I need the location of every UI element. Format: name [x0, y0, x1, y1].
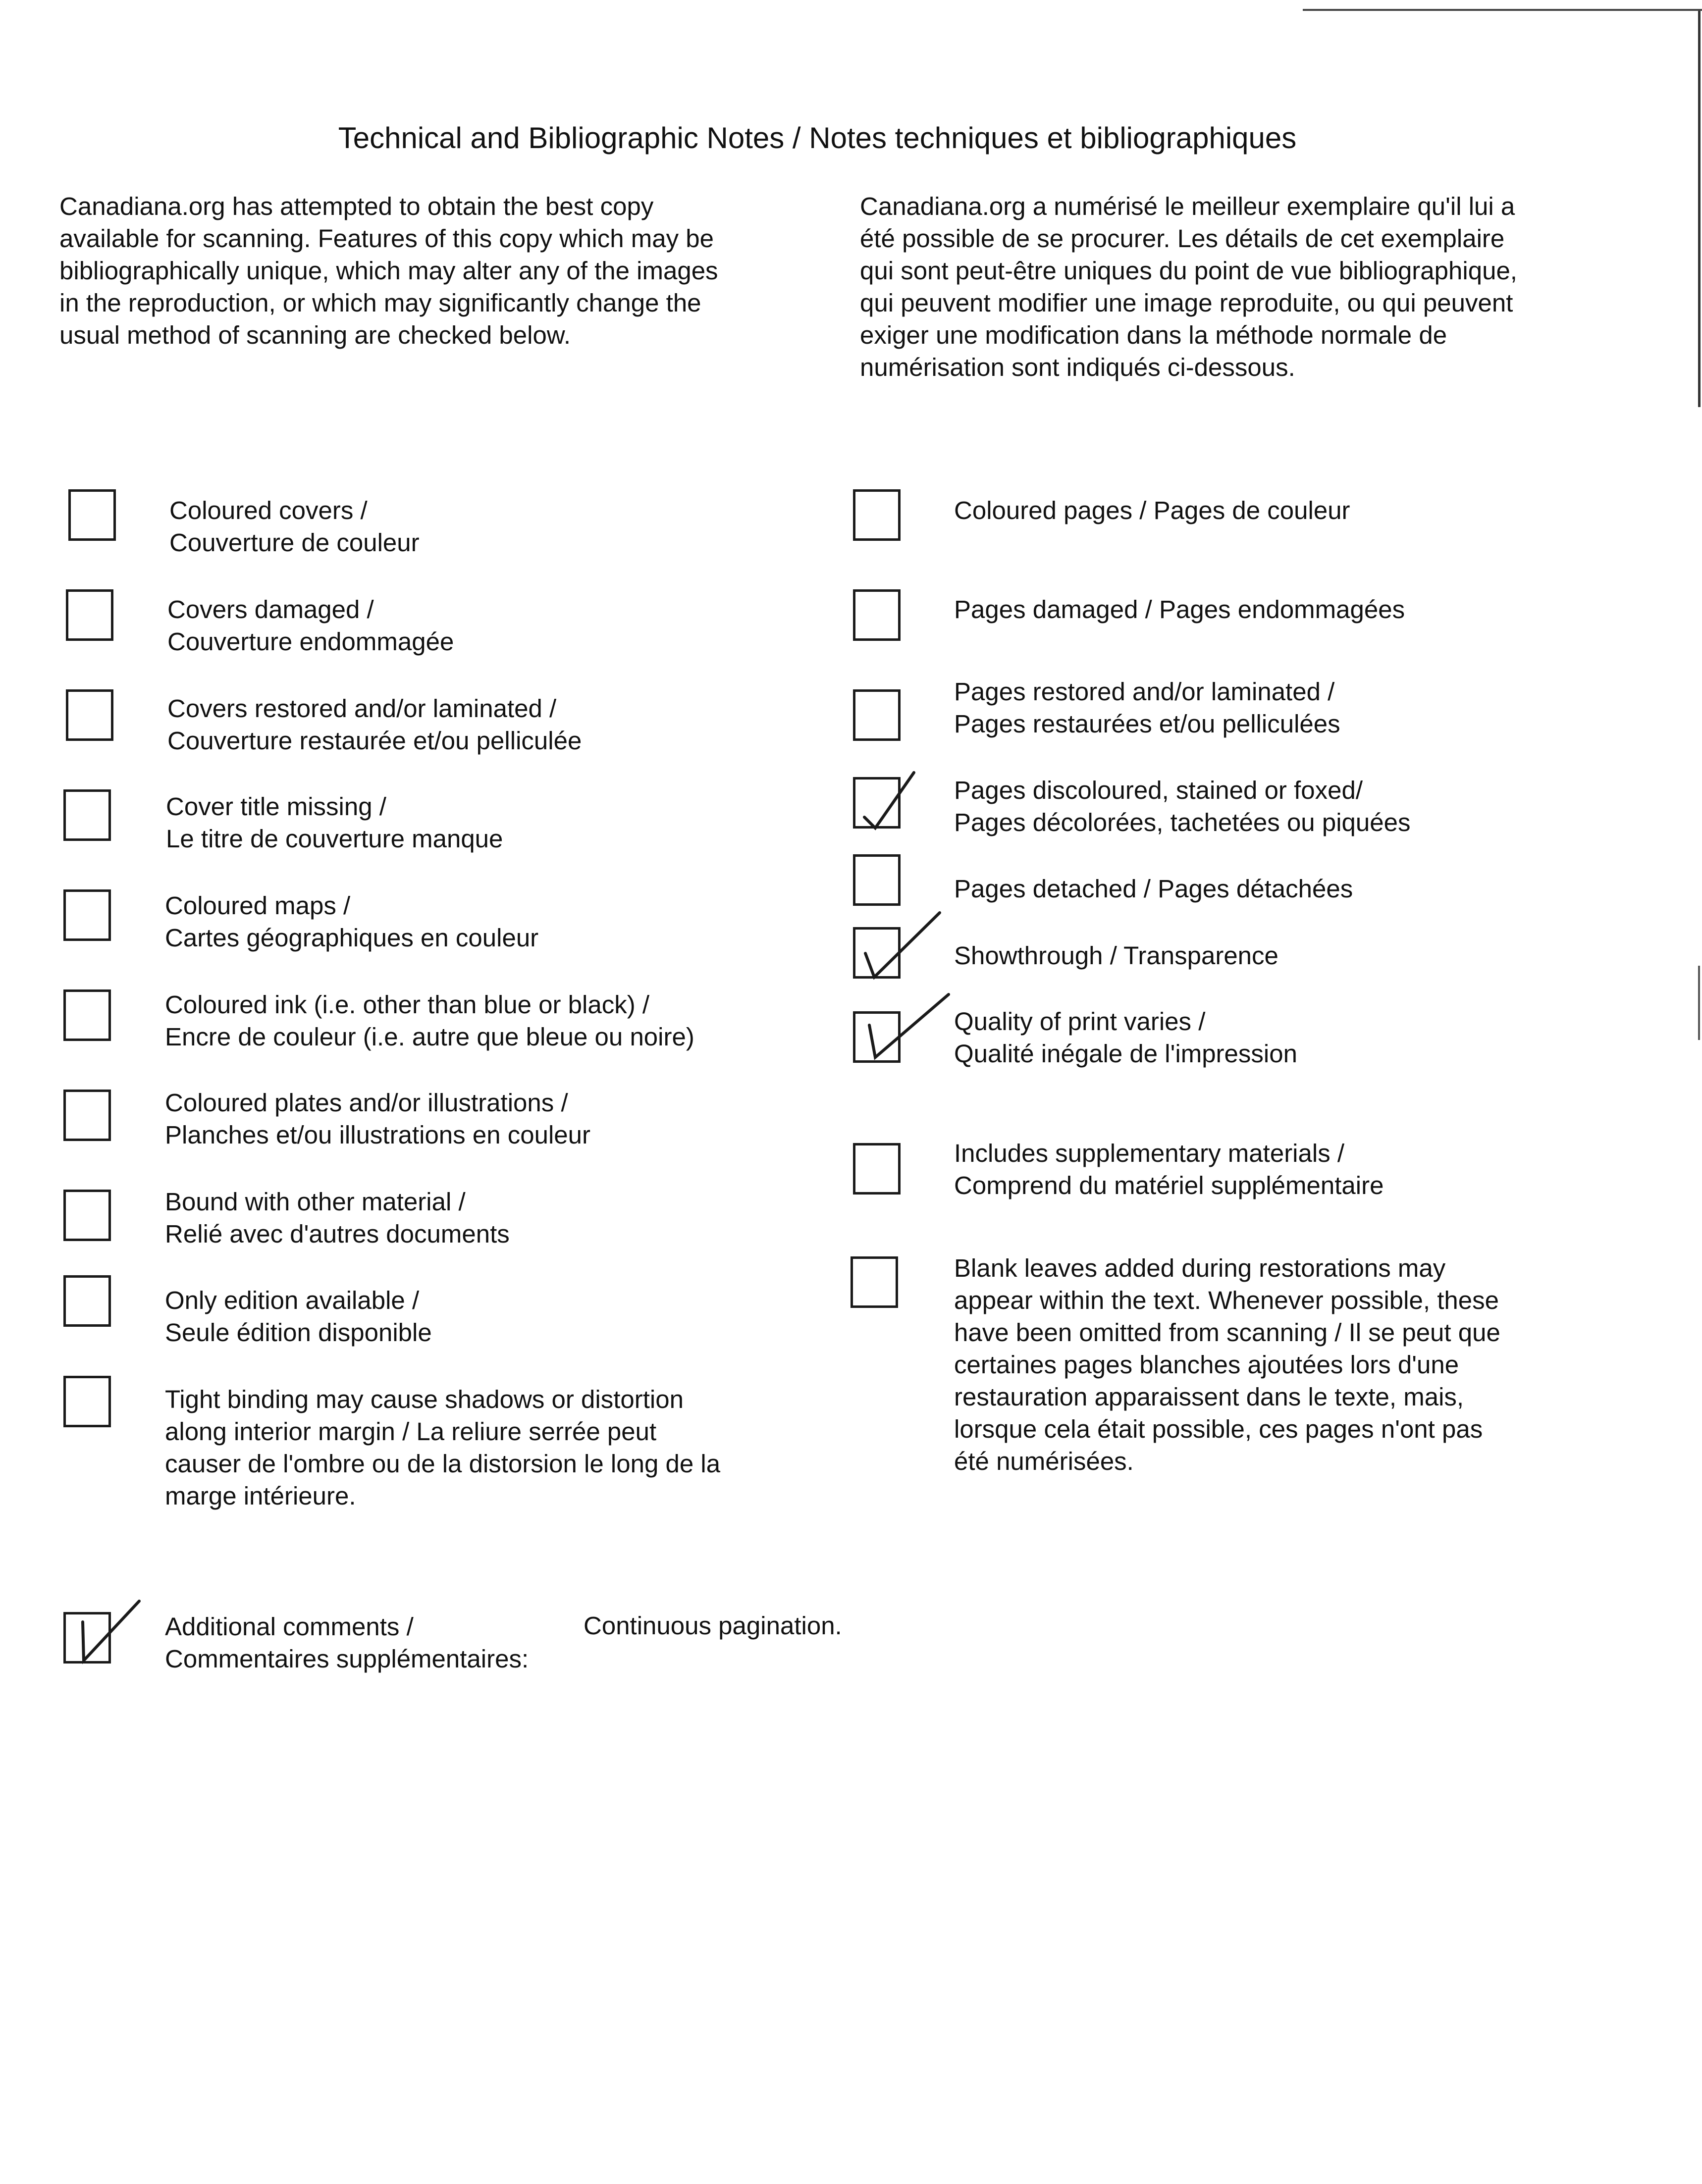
label-quality-of-print: Quality of print varies / Qualité inégale de l'impression	[954, 1007, 1297, 1068]
label-coloured-maps: Coloured maps / Cartes géographiques en couleur	[165, 891, 539, 952]
checkbox-covers-restored[interactable]	[66, 689, 113, 741]
scan-edge-right-lower	[1698, 966, 1700, 1040]
scan-edge-top	[1303, 9, 1702, 11]
label-coloured-ink: Coloured ink (i.e. other than blue or black) / Encre de couleur (i.e. autre que bleue ou noire)	[165, 990, 694, 1051]
label-blank-leaves: Blank leaves added during restorations may appear within the text. Whenever possible, these have been omitted from scanning / Il se peut que certaines pages blanches ajoutées lors d'une restauration apparaissent dans le texte, mais, lorsque cela était possible, ces pages n'ont pas été numérisées.	[954, 1254, 1500, 1475]
label-pages-discoloured: Pages discoloured, stained or foxed/ Pages décolorées, tachetées ou piquées	[954, 776, 1411, 836]
intro-english: Canadiana.org has attempted to obtain the best copy available for scanning. Features of this copy which may be bibliographically unique, which may alter any of the images in the reproduction, or which may significantly change the usual method of scanning are checked below.	[59, 192, 718, 349]
checkbox-cover-title-missing[interactable]	[63, 789, 111, 841]
label-coloured-pages: Coloured pages / Pages de couleur	[954, 496, 1350, 524]
label-bound-with-other: Bound with other material / Relié avec d'autres documents	[165, 1188, 510, 1248]
checkmark-icon	[854, 909, 944, 988]
label-only-edition: Only edition available / Seule édition disponible	[165, 1286, 432, 1347]
label-covers-restored: Covers restored and/or laminated / Couverture restaurée et/ou pelliculée	[167, 694, 582, 755]
checkbox-pages-damaged[interactable]	[853, 589, 901, 641]
checkbox-bound-with-other[interactable]	[63, 1190, 111, 1241]
label-showthrough: Showthrough / Transparence	[954, 941, 1278, 970]
checkbox-pages-restored[interactable]	[853, 689, 901, 741]
checkbox-covers-damaged[interactable]	[66, 589, 113, 641]
checkbox-supplementary-materials[interactable]	[853, 1143, 901, 1195]
label-covers-damaged: Covers damaged / Couverture endommagée	[167, 595, 454, 656]
label-tight-binding: Tight binding may cause shadows or distortion along interior margin / La reliure serrée peut causer de l'ombre ou de la distorsion le long de la marge intérieure.	[165, 1385, 721, 1510]
checkmark-icon	[854, 763, 924, 837]
checkmark-icon	[854, 990, 954, 1070]
page-title: Technical and Bibliographic Notes / Notes techniques et bibliographiques	[338, 121, 1297, 155]
scan-edge-right	[1698, 11, 1701, 407]
checkbox-coloured-covers[interactable]	[68, 489, 116, 541]
checkbox-pages-detached[interactable]	[853, 854, 901, 906]
label-pages-restored: Pages restored and/or laminated / Pages restaurées et/ou pelliculées	[954, 677, 1340, 738]
intro-french: Canadiana.org a numérisé le meilleur exemplaire qu'il lui a été possible de se procurer. Les détails de cet exemplaire qui sont peut-être uniques du point de vue bibliographique, qui peuvent modifier une image reproduite, ou qui peuvent exiger une modification dans la méthode normale de numérisation sont indiqués ci-dessous.	[860, 192, 1517, 381]
label-supplementary-materials: Includes supplementary materials / Comprend du matériel supplémentaire	[954, 1139, 1384, 1199]
checkbox-only-edition[interactable]	[63, 1275, 111, 1327]
checkbox-coloured-plates[interactable]	[63, 1090, 111, 1141]
label-coloured-covers: Coloured covers / Couverture de couleur	[169, 496, 420, 557]
additional-comments-value: Continuous pagination.	[584, 1612, 842, 1640]
label-pages-detached: Pages detached / Pages détachées	[954, 875, 1353, 903]
label-coloured-plates: Coloured plates and/or illustrations / Planches et/ou illustrations en couleur	[165, 1089, 591, 1149]
label-cover-title-missing: Cover title missing / Le titre de couverture manque	[166, 792, 503, 853]
checkbox-coloured-ink[interactable]	[63, 989, 111, 1041]
label-additional-comments: Additional comments / Commentaires supplémentaires:	[165, 1612, 529, 1673]
checkbox-blank-leaves[interactable]	[851, 1256, 898, 1308]
checkbox-coloured-pages[interactable]	[853, 489, 901, 541]
label-pages-damaged: Pages damaged / Pages endommagées	[954, 595, 1405, 624]
checkmark-icon	[65, 1597, 149, 1671]
checkbox-coloured-maps[interactable]	[63, 889, 111, 941]
checkbox-tight-binding[interactable]	[63, 1376, 111, 1427]
